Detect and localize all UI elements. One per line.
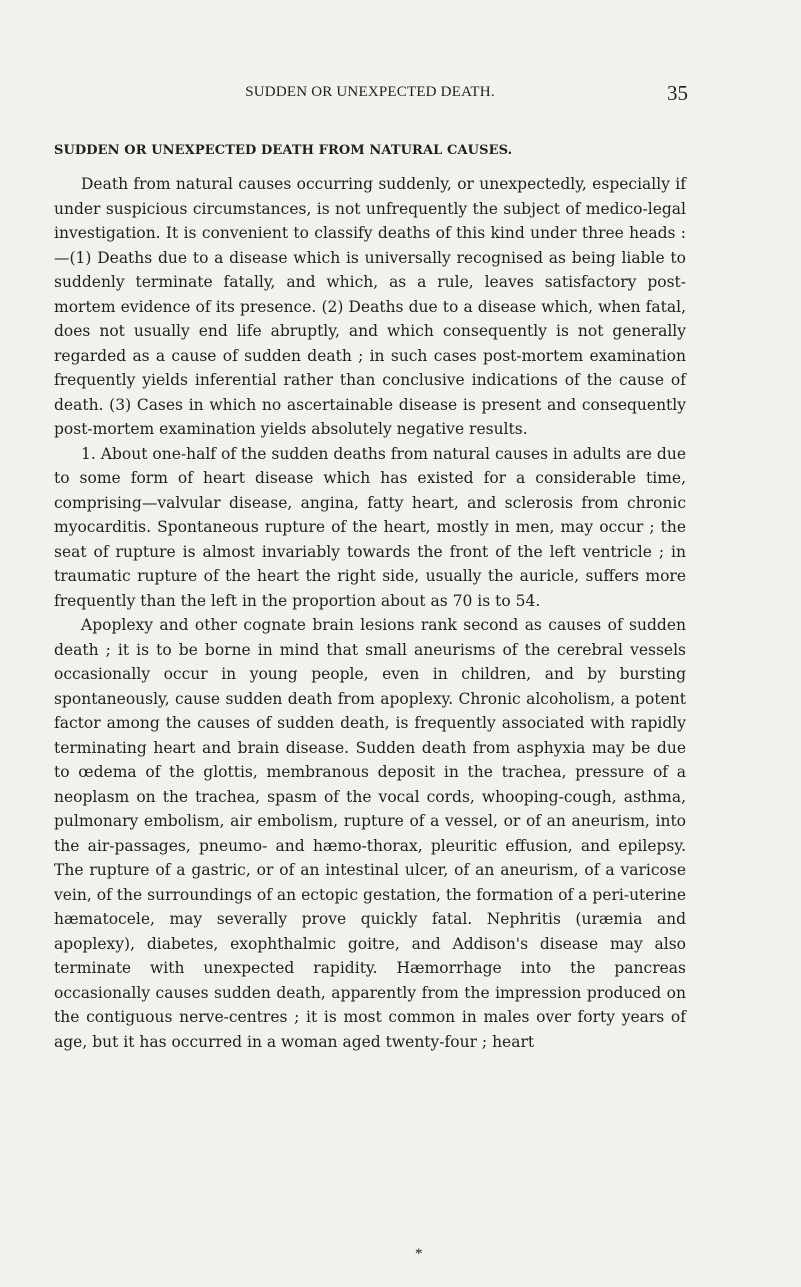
paragraph-intro: Death from natural causes occurring suddenly, or unexpectedly, especially if under suspicious circumstances, is not unfrequently the subject of medico-legal investigation. It is convenient to classify deaths of this kind under three heads :—(1) Deaths due to a disease which is universally recognised as being liable to suddenly terminate fatally, and which, as a rule, leaves satisfactory post-mortem evidence of its presence. (2) Deaths due to a disease which, when fatal, does not usually end life abruptly, and which consequently is not generally regarded as a cause of sudden death ; in such cases post-mortem examination frequently yields inferential rather than conclusive indications of the cause of death. (3) Cases in which no ascertainable disease is present and consequently post-mortem examination yields absolutely negative results. (54, 175, 686, 438)
section-heading: SUDDEN OR UNEXPECTED DEATH FROM NATURAL CAUSES. (54, 143, 513, 158)
main-content (54, 140, 686, 1054)
printer-signature-mark: * (415, 1246, 423, 1262)
paragraph-heart-disease: 1. About one-half of the sudden deaths from natural causes in adults are due to some form of heart disease which has existed for a considerable time, comprising—valvular disease, angina, fatty heart, and sclerosis from chronic myocarditis. Spontaneous rupture of the heart, mostly in men, may occur ; the seat of rupture is almost invariably towards the front of the left ventricle ; in traumatic rupture of the heart the right side, usually the auricle, suffers more frequently than the left in the proportion about as 70 is to 54. (54, 444, 686, 610)
page-number: 35 (667, 81, 688, 105)
running-head (52, 81, 688, 108)
paragraph-apoplexy: Apoplexy and other cognate brain lesions rank second as causes of sudden death ; it is to be borne in mind that small aneurisms of the cerebral vessels occasionally occur in young people, even in children, and by bursting spontaneously, cause sudden death from apoplexy. Chronic alcoholism, a potent factor among the causes of sudden death, is frequently associated with rapidly terminating heart and brain disease. Sudden death from asphyxia may be due to œdema of the glottis, membranous deposit in the trachea, pressure of a neoplasm on the trachea, spasm of the vocal cords, whooping-cough, asthma, pulmonary embolism, air embolism, rupture of a vessel, or of an aneurism, into the air-passages, pneumo- and hæmo-thorax, pleuritic effusion, and epilepsy. The rupture of a gastric, or of an intestinal ulcer, of an aneurism, of a varicose vein, of the surroundings of an ectopic gestation, the formation of a peri-uterine hæmatocele, may severally prove quickly fatal. Nephritis (uræmia and apoplexy), diabetes, exophthalmic goitre, and Addison's disease may also terminate with unexpected rapidity. Hæmorrhage into the pancreas occasionally causes sudden death, apparently from the impression produced on the contiguous nerve-centres ; it is most common in males over forty years of age, but it has occurred in a woman aged twenty-four ; heart (54, 616, 686, 1051)
running-title: SUDDEN OR UNEXPECTED DEATH. (245, 84, 495, 100)
